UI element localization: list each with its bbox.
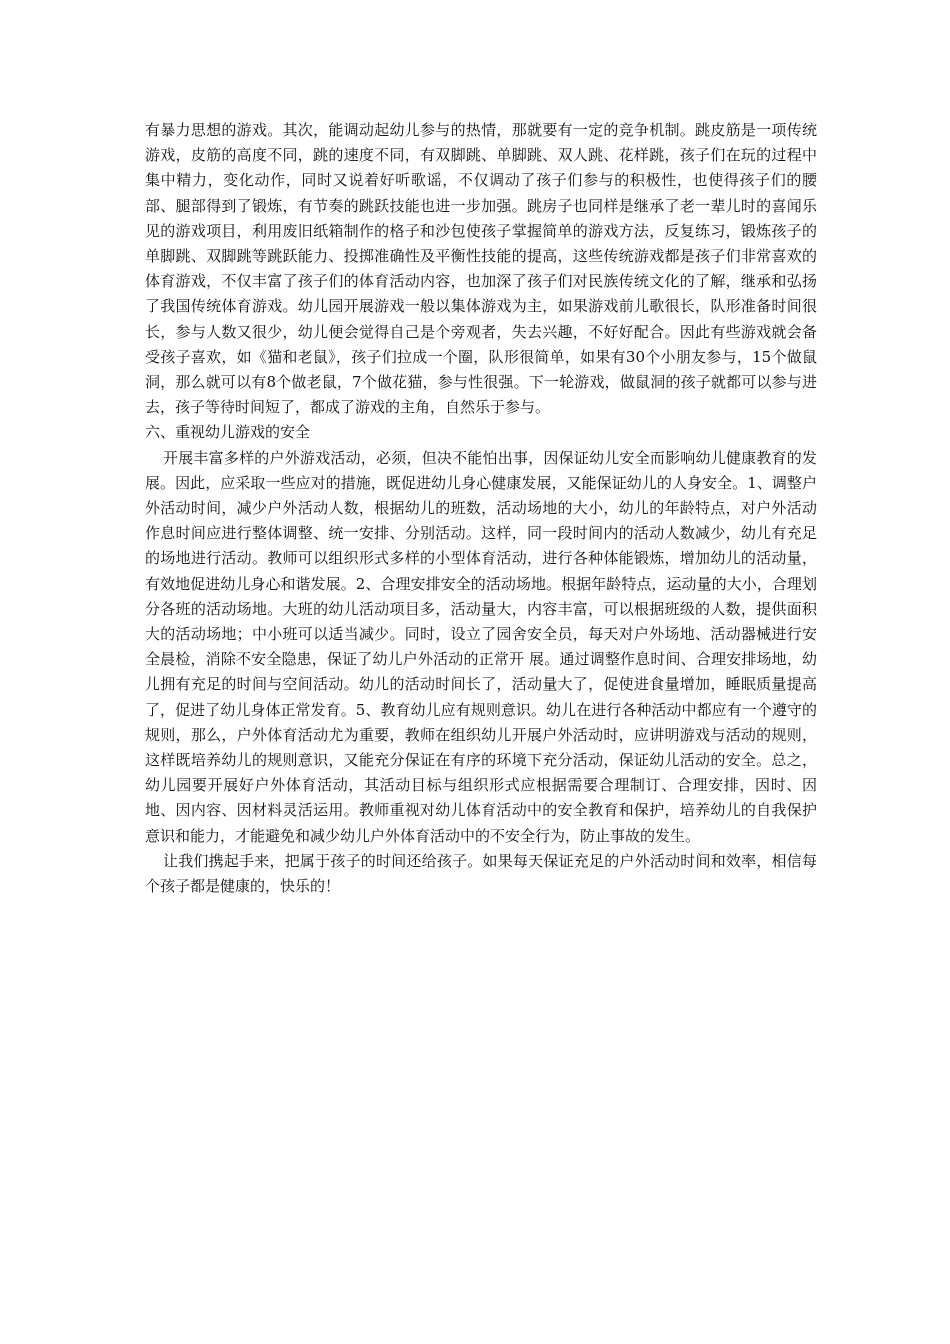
paragraph-traditional-games: 有暴力思想的游戏。其次，能调动起幼儿参与的热情，那就要有一定的竞争机制。跳皮筋是一项传统游戏，皮筋的高度不同，跳的速度不同，有双脚跳、单脚跳、双人跳、花样跳，孩子们在玩的过程中集中精力，变化动作，同时又说着好听歌谣，不仅调动了孩子们参与的积极性，也使得孩子们的腰部、腿部得到了锻炼，有节奏的跳跃技能也进一步加强。跳房子也同样是继承了老一辈儿时的喜闻乐见的游戏项目，利用废旧纸箱制作的格子和沙包使孩子掌握简单的游戏方法，反复练习，锻炼孩子的单脚跳、双脚跳等跳跃能力、投掷准确性及平衡性技能的提高，这些传统游戏都是孩子们非常喜欢的体育游戏，不仅丰富了孩子们的体育活动内容，也加深了孩子们对民族传统文化的了解，继承和弘扬了我国传统体育游戏。幼儿园开展游戏一般以集体游戏为主，如果游戏前儿歌很长，队形准备时间很长，参与人数又很少，幼儿便会觉得自己是个旁观者，失去兴趣，不好好配合。因此有些游戏就会备受孩子喜欢，如《猫和老鼠》，孩子们拉成一个圈，队形很简单，如果有30个小朋友参与，15个做鼠洞，那么就可以有8个做老鼠，7个做花猫，参与性很强。下一轮游戏，做鼠洞的孩子就都可以参与进去，孩子等待时间短了，都成了游戏的主角，自然乐于参与。 [145,121,817,417]
section-heading-safety: 六、重视幼儿游戏的安全 [145,423,311,442]
document-page [145,118,817,899]
paragraph-safety-measures: 开展丰富多样的户外游戏活动，必须，但决不能怕出事，因保证幼儿安全而影响幼儿健康教育的发展。因此，应采取一些应对的措施，既促进幼儿身心健康发展，又能保证幼儿的人身安全。1、调整户外活动时间，减少户外活动人数，根据幼儿的班数，活动场地的大小，幼儿的年龄特点，对户外活动作息时间应进行整体调整、统一安排、分别活动。这样，同一段时间内的活动人数减少，幼儿有充足的场地进行活动。教师可以组织形式多样的小型体育活动，进行各种体能锻炼，增加幼儿的活动量，有效地促进幼儿身心和谐发展。2、合理安排安全的活动场地。根据年龄特点，运动量的大小，合理划分各班的活动场地。大班的幼儿活动项目多，活动量大，内容丰富，可以根据班级的人数，提供面积大的活动场地；中小班可以适当减少。同时，设立了园舍安全员，每天对户外场地、活动器械进行安全晨检，消除不安全隐患，保证了幼儿户外活动的正常开 展。通过调整作息时间、合理安排场地，幼儿拥有充足的时间与空间活动。幼儿的活动时间长了，活动量大了，促使进食量增加，睡眠质量提高了，促进了幼儿身体正常发育。5、教育幼儿应有规则意识。幼儿在进行各种活动中都应有一个遵守的规则，那么，户外体育活动尤为重要，教师在组织幼儿开展户外活动时，应讲明游戏与活动的规则，这样既培养幼儿的规则意识，又能充分保证在有序的环境下充分活动，保证幼儿活动的安全。总之，幼儿园要开展好户外体育活动，其活动目标与组织形式应根据需要合理制订、合理安排，因时、因地、因内容、因材料灵活运用。教师重视对幼儿体育活动中的安全教育和保护，培养幼儿的自我保护意识和能力，才能避免和减少幼儿户外体育活动中的不安全行为，防止事故的发生。 [145,448,817,845]
paragraph-conclusion: 让我们携起手来，把属于孩子的时间还给孩子。如果每天保证充足的户外活动时间和效率，相信每个孩子都是健康的，快乐的！ [145,851,817,896]
